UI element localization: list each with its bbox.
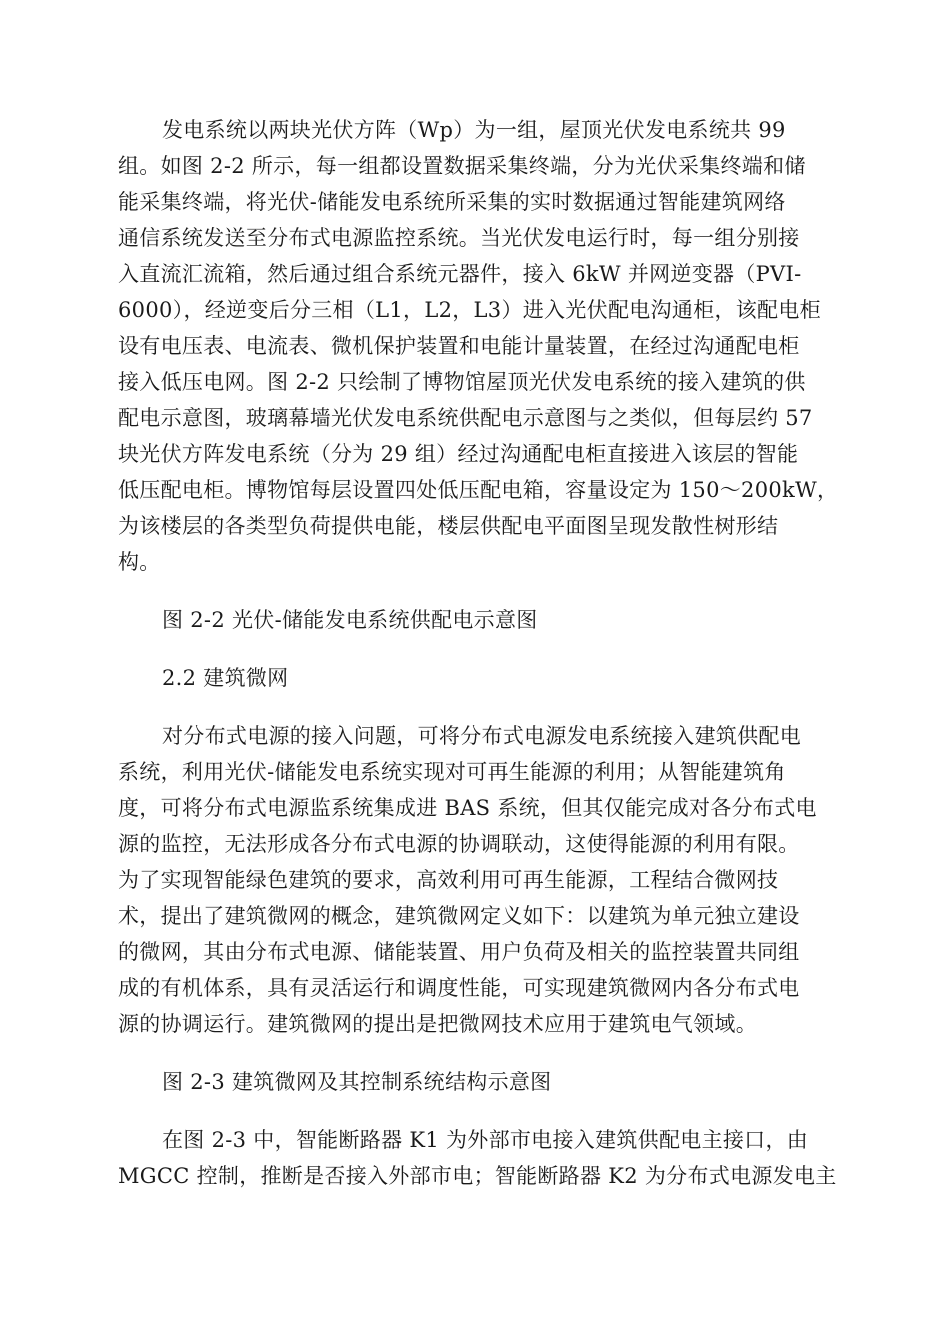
paragraph-2-line: 源的监控，无法形成各分布式电源的协调联动，这使得能源的利用有限。 [118, 832, 800, 856]
paragraph-3-line: 在图 2-3 中，智能断路器 K1 为外部市电接入建筑供配电主接口，由 [162, 1128, 809, 1152]
paragraph-1-line: 低压配电柜。博物馆每层设置四处低压配电箱，容量设定为 150～200kW， [118, 478, 839, 502]
paragraph-1-line: 为该楼层的各类型负荷提供电能，楼层供配电平面图呈现发散性树形结 [118, 514, 779, 538]
paragraph-1-line: 接入低压电网。图 2-2 只绘制了博物馆屋顶光伏发电系统的接入建筑的供 [118, 370, 806, 394]
figure-2-2-caption: 图 2-2 光伏-储能发电系统供配电示意图 [162, 608, 538, 632]
paragraph-1-line: 块光伏方阵发电系统（分为 29 组）经过沟通配电柜直接进入该层的智能 [118, 442, 799, 466]
paragraph-1-line: 能采集终端，将光伏-储能发电系统所采集的实时数据通过智能建筑网络 [118, 190, 786, 214]
paragraph-1-line: 通信系统发送至分布式电源监控系统。当光伏发电运行时，每一组分别接 [118, 226, 800, 250]
paragraph-2-line: 度，可将分布式电源监系统集成进 BAS 系统，但其仅能完成对各分布式电 [118, 796, 817, 820]
paragraph-2-line: 为了实现智能绿色建筑的要求，高效利用可再生能源，工程结合微网技 [118, 868, 779, 892]
paragraph-1-line: 发电系统以两块光伏方阵（Wp）为一组，屋顶光伏发电系统共 99 [162, 118, 786, 142]
paragraph-2-line: 术，提出了建筑微网的概念，建筑微网定义如下：以建筑为单元独立建设 [118, 904, 800, 928]
paragraph-2-line: 成的有机体系，具有灵活运行和调度性能，可实现建筑微网内各分布式电 [118, 976, 800, 1000]
paragraph-2-line: 对分布式电源的接入问题，可将分布式电源发电系统接入建筑供配电 [162, 724, 801, 748]
paragraph-1-line: 组。如图 2-2 所示，每一组都设置数据采集终端，分为光伏采集终端和储 [118, 154, 806, 178]
paragraph-2-line: 源的协调运行。建筑微网的提出是把微网技术应用于建筑电气领域。 [118, 1012, 757, 1036]
figure-2-3-caption: 图 2-3 建筑微网及其控制系统结构示意图 [162, 1070, 552, 1094]
paragraph-2-line: 系统，利用光伏-储能发电系统实现对可再生能源的利用；从智能建筑角 [118, 760, 786, 784]
paragraph-1-line: 构。 [118, 550, 161, 574]
paragraph-3-line: MGCC 控制，推断是否接入外部市电；智能断路器 K2 为分布式电源发电主 [118, 1164, 837, 1188]
paragraph-1-line: 设有电压表、电流表、微机保护装置和电能计量装置，在经过沟通配电柜 [118, 334, 800, 358]
section-heading: 2.2 建筑微网 [162, 666, 289, 690]
paragraph-1-line: 6000），经逆变后分三相（L1，L2，L3）进入光伏配电沟通柜，该配电柜 [118, 298, 821, 322]
paragraph-1-line: 入直流汇流箱，然后通过组合系统元器件，接入 6kW 并网逆变器（PVI- [118, 262, 802, 286]
paragraph-1-line: 配电示意图，玻璃幕墙光伏发电系统供配电示意图与之类似，但每层约 57 [118, 406, 813, 430]
paragraph-2-line: 的微网，其由分布式电源、储能装置、用户负荷及相关的监控装置共同组 [118, 940, 800, 964]
